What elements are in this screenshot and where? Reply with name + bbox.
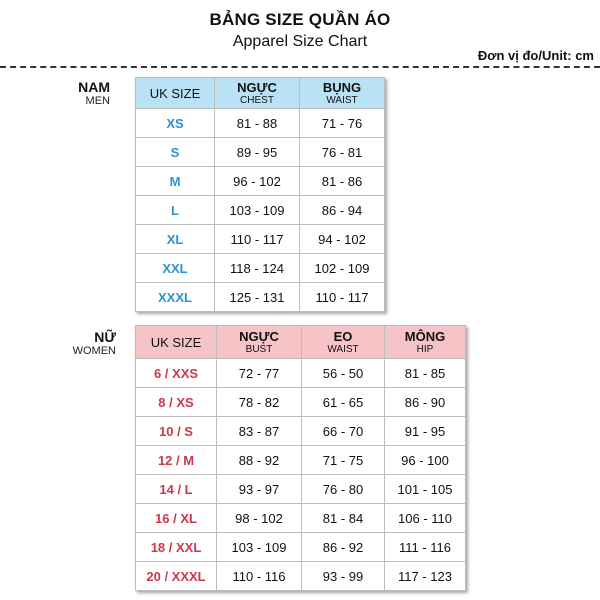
size-cell: S [136, 138, 215, 167]
waist-cell: 71 - 76 [300, 109, 385, 138]
table-row [136, 446, 466, 475]
men-col-uk-size: UK SIZE [136, 78, 215, 109]
table-row [136, 533, 466, 562]
bust-cell: 98 - 102 [217, 504, 302, 533]
size-cell: 8 / XS [136, 388, 217, 417]
table-row [136, 225, 385, 254]
chest-cell: 125 - 131 [215, 283, 300, 312]
women-label-en: WOMEN [72, 345, 116, 357]
chest-cell: 96 - 102 [215, 167, 300, 196]
men-col-chest-vi: NGỰC [237, 79, 277, 95]
waist-cell: 110 - 117 [300, 283, 385, 312]
men-col-chest-en: CHEST [240, 94, 274, 106]
hip-cell: 106 - 110 [385, 504, 466, 533]
table-row [136, 417, 466, 446]
bust-cell: 110 - 116 [217, 562, 302, 591]
men-col-chest [215, 78, 300, 109]
hip-cell: 96 - 100 [385, 446, 466, 475]
chest-cell: 110 - 117 [215, 225, 300, 254]
table-row [136, 562, 466, 591]
men-header-row [136, 78, 385, 109]
men-label-vi: NAM [78, 79, 110, 95]
women-col-hip-vi: MÔNG [404, 328, 446, 344]
women-col-bust-vi: NGỰC [239, 328, 279, 344]
women-label-vi: NỮ [94, 329, 116, 345]
size-cell: 10 / S [136, 417, 217, 446]
men-group-label [30, 80, 110, 107]
table-row [136, 504, 466, 533]
page-title: BẢNG SIZE QUẦN ÁO [209, 10, 391, 29]
size-cell: XXL [136, 254, 215, 283]
table-row [136, 254, 385, 283]
women-size-table [135, 325, 466, 591]
hip-cell: 111 - 116 [385, 533, 466, 562]
women-col-waist [302, 326, 385, 359]
size-cell: XXXL [136, 283, 215, 312]
bust-cell: 72 - 77 [217, 359, 302, 388]
waist-cell: 93 - 99 [302, 562, 385, 591]
unit-note: Đơn vị đo/Unit: cm [477, 48, 594, 63]
size-cell: 16 / XL [136, 504, 217, 533]
bust-cell: 83 - 87 [217, 417, 302, 446]
women-header-row [136, 326, 466, 359]
waist-cell: 86 - 94 [300, 196, 385, 225]
men-col-waist [300, 78, 385, 109]
women-col-waist-en: WAIST [327, 343, 359, 355]
women-col-bust [217, 326, 302, 359]
bust-cell: 103 - 109 [217, 533, 302, 562]
size-cell: L [136, 196, 215, 225]
table-row [136, 167, 385, 196]
dashed-divider [0, 66, 600, 68]
women-col-waist-vi: EO [333, 328, 353, 344]
men-size-table [135, 77, 385, 312]
women-col-bust-en: BUST [245, 343, 273, 355]
table-row [136, 359, 466, 388]
chest-cell: 118 - 124 [215, 254, 300, 283]
size-cell: 12 / M [136, 446, 217, 475]
table-row [136, 196, 385, 225]
waist-cell: 86 - 92 [302, 533, 385, 562]
size-cell: M [136, 167, 215, 196]
waist-cell: 102 - 109 [300, 254, 385, 283]
waist-cell: 56 - 50 [302, 359, 385, 388]
size-cell: XS [136, 109, 215, 138]
chest-cell: 89 - 95 [215, 138, 300, 167]
size-cell: XL [136, 225, 215, 254]
table-row [136, 475, 466, 504]
size-cell: 18 / XXL [136, 533, 217, 562]
waist-cell: 66 - 70 [302, 417, 385, 446]
men-label-en: MEN [85, 95, 110, 107]
bust-cell: 88 - 92 [217, 446, 302, 475]
table-row [136, 138, 385, 167]
waist-cell: 81 - 84 [302, 504, 385, 533]
table-row [136, 109, 385, 138]
bust-cell: 78 - 82 [217, 388, 302, 417]
size-cell: 6 / XXS [136, 359, 217, 388]
women-col-hip [385, 326, 466, 359]
hip-cell: 81 - 85 [385, 359, 466, 388]
table-row [136, 283, 385, 312]
men-col-waist-vi: BỤNG [322, 79, 362, 95]
hip-cell: 101 - 105 [385, 475, 466, 504]
waist-cell: 81 - 86 [300, 167, 385, 196]
women-group-label [36, 330, 116, 357]
waist-cell: 71 - 75 [302, 446, 385, 475]
women-col-uk-size: UK SIZE [136, 326, 217, 359]
waist-cell: 94 - 102 [300, 225, 385, 254]
waist-cell: 76 - 81 [300, 138, 385, 167]
women-col-hip-en: HIP [416, 343, 434, 355]
size-cell: 14 / L [136, 475, 217, 504]
hip-cell: 91 - 95 [385, 417, 466, 446]
table-row [136, 388, 466, 417]
waist-cell: 76 - 80 [302, 475, 385, 504]
chest-cell: 103 - 109 [215, 196, 300, 225]
bust-cell: 93 - 97 [217, 475, 302, 504]
chest-cell: 81 - 88 [215, 109, 300, 138]
hip-cell: 86 - 90 [385, 388, 466, 417]
men-col-waist-en: WAIST [326, 94, 358, 106]
hip-cell: 117 - 123 [385, 562, 466, 591]
page-subtitle: Apparel Size Chart [232, 33, 368, 50]
size-cell: 20 / XXXL [136, 562, 217, 591]
waist-cell: 61 - 65 [302, 388, 385, 417]
